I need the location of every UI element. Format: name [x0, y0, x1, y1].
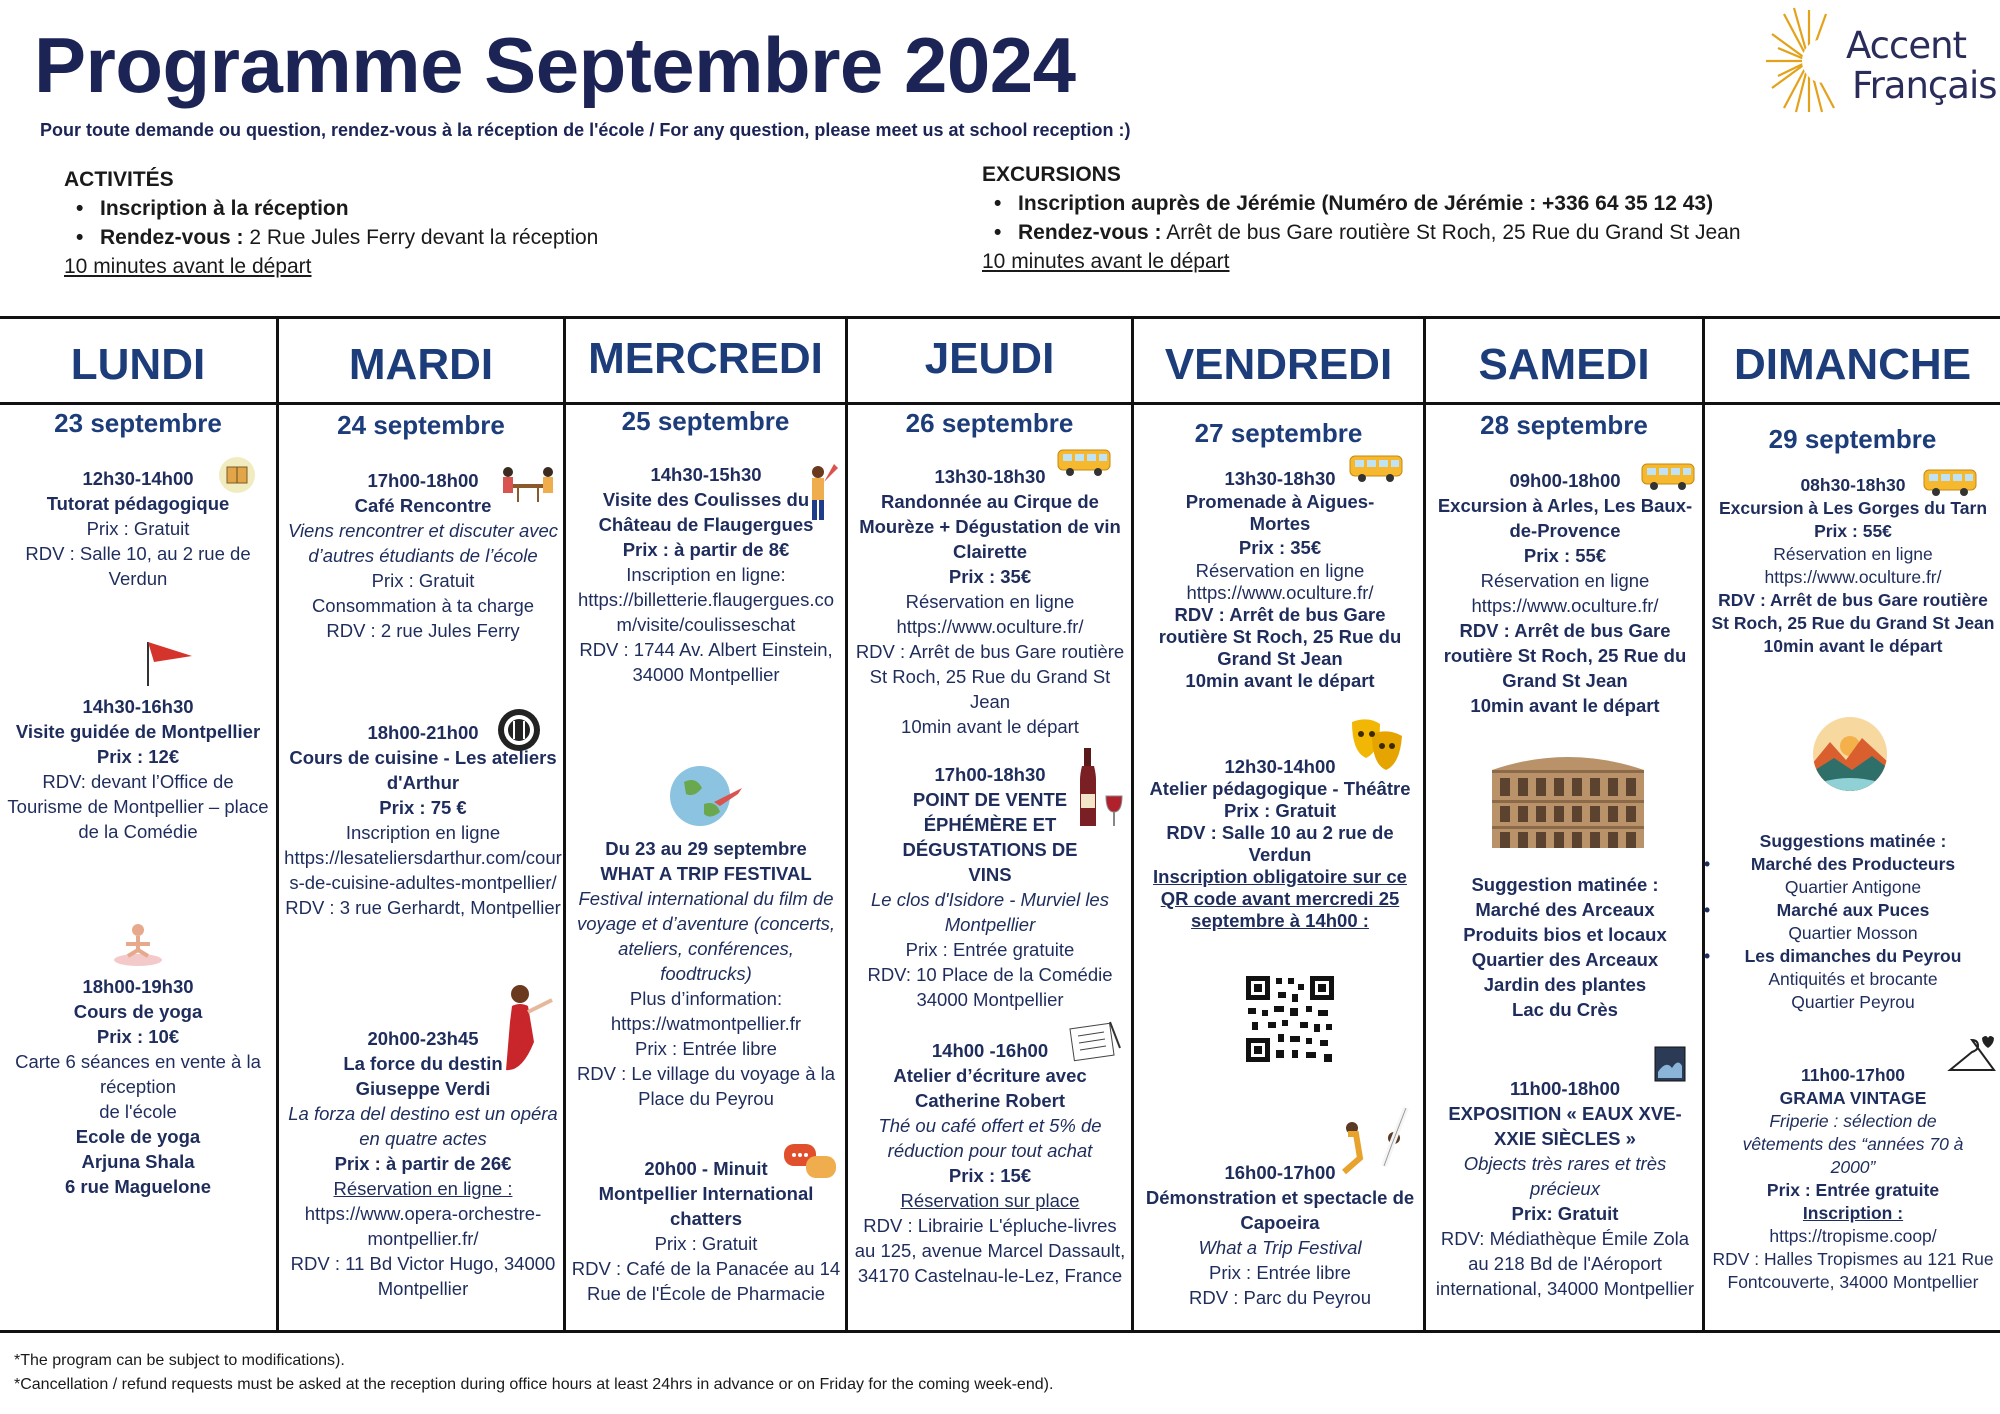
- event-title: Giuseppe Verdi: [355, 1078, 491, 1099]
- excursions-item: • Inscription auprès de Jérémie (Numéro de Jérémie : +336 64 35 12 43): [1018, 189, 1982, 218]
- table-bottom-border: [0, 1330, 2000, 1333]
- event-detail: Réservation en ligne: [1773, 544, 1933, 564]
- event-detail: Inscription obligatoire sur ce QR code avant mercredi 25 septembre à 14h00 :: [1153, 866, 1407, 931]
- day-header-lundi: LUNDI: [70, 340, 206, 389]
- event-detail: Quartier Antigone: [1784, 877, 1922, 897]
- event-title: Visite des Coulisses du Château de Flaugergues: [598, 489, 814, 535]
- event-rdv: RDV : Halles Tropismes au 121 Rue Fontcouverte, 34000 Montpellier: [1712, 1249, 1994, 1292]
- event-title: Promenade à Aigues-Mortes: [1185, 491, 1375, 534]
- event-title: GRAMA VINTAGE: [1779, 1088, 1927, 1108]
- event-title: Cours de cuisine - Les ateliers d'Arthur: [289, 747, 557, 793]
- event-desc: Viens rencontrer et discuter avec d’autres étudiants de l’école: [287, 520, 559, 566]
- day-header-jeudi: JEUDI: [924, 334, 1055, 383]
- day-header-mardi: MARDI: [348, 340, 494, 389]
- cafe-people-icon: [498, 460, 558, 504]
- date-mercredi: 25 septembre: [621, 406, 790, 436]
- event-vendredi-theatre: [1140, 756, 1420, 932]
- event-detail: Carte 6 séances en vente à la réception: [15, 1051, 261, 1097]
- event-time: 18h00-21h00: [367, 722, 479, 743]
- event-samedi-exposition: [1430, 1076, 1700, 1301]
- event-dimanche-tarn: [1708, 474, 1998, 658]
- column-divider: [1423, 318, 1426, 1332]
- event-detail: Marché des Arceaux: [1475, 899, 1655, 920]
- event-lundi-yoga: [4, 974, 272, 1199]
- event-title: EXPOSITION « EAUX XVE-XXIE SIÈCLES »: [1448, 1103, 1682, 1149]
- event-dimanche-suggestions: [1708, 830, 1998, 1014]
- event-detail: Réservation en ligne: [1195, 560, 1365, 581]
- event-detail: Inscription :: [1802, 1203, 1904, 1223]
- event-rdv: RDV : 2 rue Jules Ferry: [326, 620, 520, 641]
- event-title: Atelier pédagogique - Théâtre: [1149, 778, 1411, 799]
- excursions-item: • Rendez-vous : Arrêt de bus Gare routière St Roch, 25 Rue du Grand St Jean: [1018, 218, 1982, 247]
- event-time: 11h00-18h00: [1509, 1078, 1621, 1099]
- footer-note: *Cancellation / refund requests must be asked at the reception during office hours at least 24hrs in advance or on Friday for the coming week-end).: [14, 1376, 1054, 1393]
- yoga-icon: [112, 920, 164, 968]
- event-rdv: RDV : Salle 10, au 2 rue de Verdun: [25, 543, 251, 589]
- event-detail: 10min avant le départ: [1763, 636, 1943, 656]
- event-detail: Lac du Crès: [1512, 999, 1618, 1020]
- event-time: 13h30-18h30: [934, 466, 1046, 487]
- event-time: 14h30-16h30: [82, 696, 194, 717]
- event-rdv: RDV: Médiathèque Émile Zola au 218 Bd de l'Aéroport international, 34000 Montpellier: [1435, 1228, 1695, 1299]
- event-title: Café Rencontre: [354, 495, 492, 516]
- event-price: Prix : à partir de 8€: [622, 539, 790, 560]
- event-price: Prix : Entrée libre: [1209, 1262, 1351, 1283]
- event-detail: Réservation en ligne: [1480, 570, 1650, 591]
- event-time: 12h30-14h00: [82, 468, 194, 489]
- event-title: Visite guidée de Montpellier: [15, 721, 261, 742]
- event-detail: Ecole de yoga: [75, 1126, 201, 1147]
- event-title: Atelier d’écriture avec Catherine Robert: [893, 1065, 1087, 1111]
- event-vendredi-aigues-mortes: [1140, 466, 1420, 692]
- event-jeudi-vins: [852, 762, 1128, 1012]
- event-mardi-opera: [284, 1026, 562, 1301]
- event-detail: Consommation à ta charge: [311, 595, 535, 616]
- accent-francais-logo: [1764, 6, 1997, 116]
- event-time: 18h00-19h30: [82, 976, 194, 997]
- event-vendredi-capoeira: [1140, 1160, 1420, 1310]
- event-price: Prix : 35€: [948, 566, 1032, 587]
- event-desc: Le clos d'Isidore - Murviel les Montpellier: [871, 889, 1109, 935]
- event-price: Prix : 55€: [1814, 521, 1892, 541]
- event-url[interactable]: https://www.oculture.fr/: [896, 616, 1084, 637]
- event-title: Suggestions matinée :: [1759, 831, 1947, 851]
- event-desc: La forza del destino est un opéra en quatre actes: [288, 1103, 558, 1149]
- event-title: La force du destin: [343, 1053, 503, 1074]
- event-detail: 10min avant le départ: [901, 716, 1079, 737]
- event-price: Prix : Gratuit: [1223, 800, 1337, 821]
- column-divider: [1131, 318, 1134, 1332]
- event-rdv: RDV : Arrêt de bus Gare routière St Roch, 25 Rue du Grand St Jean: [1158, 604, 1402, 669]
- event-rdv: RDV : Arrêt de bus Gare routière St Roch, 25 Rue du Grand St Jean: [1711, 590, 1995, 633]
- event-price: Prix : Entrée libre: [635, 1038, 777, 1059]
- event-detail: Jardin des plantes: [1483, 974, 1647, 995]
- event-detail: 10min avant le départ: [1470, 695, 1660, 716]
- event-time: Du 23 au 29 septembre: [605, 838, 807, 859]
- event-price: Prix : 35€: [1238, 537, 1322, 558]
- event-detail: Réservation sur place: [900, 1190, 1080, 1211]
- event-url[interactable]: https://www.opera-orchestre-montpellier.fr/: [304, 1203, 542, 1249]
- event-dimanche-vintage: [1708, 1064, 1998, 1294]
- event-rdv: RDV : 1744 Av. Albert Einstein, 34000 Montpellier: [579, 639, 833, 685]
- qr-code[interactable]: [1244, 974, 1336, 1064]
- event-rdv: RDV : Le village du voyage à la Place du Peyrou: [576, 1063, 836, 1109]
- day-header-samedi: SAMEDI: [1478, 340, 1650, 389]
- event-detail: Arjuna Shala: [81, 1151, 195, 1172]
- event-url[interactable]: https://www.oculture.fr/: [1186, 582, 1374, 603]
- event-price: Prix : Gratuit: [371, 570, 475, 591]
- activites-heading: ACTIVITÉS: [64, 168, 174, 191]
- event-samedi-arles: [1430, 468, 1700, 718]
- event-title: Démonstration et spectacle de Capoeira: [1145, 1187, 1415, 1233]
- logo-line-2: Français: [1852, 64, 1997, 107]
- event-rdv: RDV: 10 Place de la Comédie 34000 Montpellier: [867, 964, 1113, 1010]
- date-samedi: 28 septembre: [1480, 410, 1648, 440]
- book-icon: [218, 456, 256, 494]
- list-item: • Marché des Producteurs: [1708, 853, 1998, 876]
- suggestions-list: [1708, 853, 1998, 876]
- event-detail: Réservation en ligne :: [333, 1178, 513, 1199]
- event-detail: Inscription en ligne: [345, 822, 501, 843]
- event-detail: Quartier des Arceaux: [1471, 949, 1659, 970]
- event-detail: Quartier Mosson: [1788, 923, 1918, 943]
- event-mercredi-flaugergues: [570, 462, 842, 687]
- event-time: 08h30-18h30: [1800, 475, 1906, 495]
- event-price: Prix : Gratuit: [654, 1233, 758, 1254]
- excursions-note: 10 minutes avant le départ: [982, 250, 1230, 273]
- event-detail: 6 rue Maguelone: [65, 1176, 211, 1197]
- column-divider: [276, 318, 279, 1332]
- activites-item: • Rendez-vous : 2 Rue Jules Ferry devant la réception: [100, 223, 964, 252]
- activites-item: • Inscription à la réception: [100, 194, 964, 223]
- event-url[interactable]: https://www.oculture.fr/: [1471, 595, 1659, 616]
- event-detail: Réservation en ligne: [905, 591, 1075, 612]
- day-header-mercredi: MERCREDI: [588, 334, 823, 383]
- event-jeudi-randonnee: [852, 464, 1128, 739]
- event-price: Prix : 55€: [1523, 545, 1607, 566]
- event-time: 20h00 - Minuit: [644, 1158, 768, 1179]
- event-detail: Produits bios et locaux: [1463, 924, 1667, 945]
- list-item: • Les dimanches du Peyrou: [1708, 945, 1998, 968]
- event-title: POINT DE VENTE ÉPHÉMÈRE ET DÉGUSTATIONS DE VINS: [902, 789, 1078, 885]
- event-time: 16h00-17h00: [1224, 1162, 1336, 1183]
- day-header-dimanche: DIMANCHE: [1733, 340, 1972, 389]
- event-price: Prix : 12€: [96, 746, 180, 767]
- event-rdv: RDV : Salle 10 au 2 rue de Verdun: [1166, 822, 1394, 865]
- sun-icon: [1764, 6, 1854, 116]
- table-header-border: [0, 402, 2000, 405]
- date-vendredi: 27 septembre: [1194, 418, 1363, 448]
- event-time: 13h30-18h30: [1224, 468, 1336, 489]
- event-price: Prix: Gratuit: [1511, 1203, 1619, 1224]
- event-url[interactable]: https://watmontpellier.fr: [610, 1013, 802, 1034]
- suggestions-list: [1708, 945, 1998, 968]
- event-rdv: RDV : Arrêt de bus Gare routière St Roch, 25 Rue du Grand St Jean: [855, 641, 1125, 712]
- activites-block: [64, 165, 964, 281]
- table-top-border: [0, 316, 2000, 319]
- event-title: Excursion à Les Gorges du Tarn: [1718, 498, 1988, 518]
- event-rdv: RDV : Arrêt de bus Gare routière St Roch, 25 Rue du Grand St Jean: [1443, 620, 1687, 691]
- event-desc: Thé ou café offert et 5% de réduction pour tout achat: [878, 1115, 1102, 1161]
- event-title: Tutorat pédagogique: [46, 493, 230, 514]
- event-detail: Antiquités et brocante Quartier Peyrou: [1768, 969, 1938, 1012]
- event-detail: Inscription en ligne:: [626, 564, 786, 585]
- event-title: Randonnée au Cirque de Mourèze + Dégustation de vin Clairette: [859, 491, 1121, 562]
- gorges-landscape-icon: [1812, 716, 1888, 792]
- event-mercredi-festival: [570, 836, 842, 1111]
- event-desc: Friperie : sélection de vêtements des “années 70 à 2000”: [1742, 1111, 1964, 1177]
- event-samedi-suggestion: [1430, 872, 1700, 1022]
- page-subtitle: Pour toute demande ou question, rendez-vous à la réception de l'école / For any question, please meet us at school reception :): [40, 120, 1131, 140]
- event-rdv: RDV : Café de la Panacée au 14 Rue de l'École de Pharmacie: [571, 1258, 841, 1304]
- event-title: Montpellier International chatters: [598, 1183, 814, 1229]
- event-url[interactable]: https://www.oculture.fr/: [1764, 567, 1942, 587]
- event-mercredi-chatters: [570, 1156, 842, 1306]
- event-title: Cours de yoga: [73, 1001, 203, 1022]
- event-desc: Festival international du film de voyage et d’aventure (concerts, ateliers, conférences, foodtrucks): [576, 888, 836, 984]
- list-item: • Marché aux Puces: [1708, 899, 1998, 922]
- event-desc: Objects très rares et très précieux: [1463, 1153, 1667, 1199]
- excursions-heading: EXCURSIONS: [982, 163, 1121, 186]
- day-header-vendredi: VENDREDI: [1164, 340, 1393, 389]
- event-mardi-cuisine: [284, 720, 562, 920]
- event-rdv: RDV : Librairie L'épluche-livres au 125, avenue Marcel Dassault, 34170 Castelnau-le-Lez, France: [854, 1215, 1126, 1286]
- event-time: 17h00-18h00: [367, 470, 479, 491]
- event-url[interactable]: https://billetterie.flaugergues.com/visite/coulisseschat: [577, 589, 835, 635]
- event-rdv: RDV: devant l’Office de Tourisme de Montpellier – place de la Comédie: [7, 771, 269, 842]
- event-price: Prix : à partir de 26€: [334, 1153, 512, 1174]
- event-rdv: RDV : 11 Bd Victor Hugo, 34000 Montpellier: [290, 1253, 556, 1299]
- suggestions-list: [1708, 899, 1998, 922]
- event-title: Suggestion matinée :: [1471, 874, 1659, 895]
- column-divider: [1702, 318, 1705, 1332]
- colosseum-icon: [1488, 744, 1648, 854]
- event-title: WHAT A TRIP FESTIVAL: [600, 863, 812, 884]
- event-price: Prix : Entrée gratuite: [1766, 1180, 1940, 1200]
- event-title: Excursion à Arles, Les Baux-de-Provence: [1437, 495, 1693, 541]
- event-detail: de l'école: [99, 1101, 177, 1122]
- event-url[interactable]: https://tropisme.coop/: [1769, 1226, 1937, 1246]
- flag-icon: [140, 636, 196, 688]
- activites-note: 10 minutes avant le départ: [64, 255, 312, 278]
- date-mardi: 24 septembre: [337, 410, 505, 440]
- footer-note: *The program can be subject to modifications).: [14, 1352, 345, 1369]
- logo-line-1: Accent: [1846, 24, 1967, 67]
- event-time: 17h00-18h30: [934, 764, 1046, 785]
- column-divider: [845, 318, 848, 1332]
- event-lundi-visite: [4, 694, 272, 844]
- event-jeudi-ecriture: [852, 1038, 1128, 1288]
- event-price: Prix : 75 €: [379, 797, 467, 818]
- globe-plane-icon: [664, 758, 744, 834]
- date-dimanche: 29 septembre: [1768, 424, 1937, 454]
- event-time: 14h00 -16h00: [931, 1040, 1049, 1061]
- event-price: Prix : Gratuit: [86, 518, 190, 539]
- event-rdv: RDV : 3 rue Gerhardt, Montpellier: [285, 897, 561, 918]
- event-time: 20h00-23h45: [367, 1028, 479, 1049]
- event-price: Prix : 15€: [948, 1165, 1032, 1186]
- event-url[interactable]: https://lesateliersdarthur.com/cours-de-cuisine-adultes-montpellier/: [284, 847, 562, 893]
- event-price: Prix : Entrée gratuite: [905, 939, 1075, 960]
- event-time: 12h30-14h00: [1224, 756, 1336, 777]
- event-time: 11h00-17h00: [1800, 1065, 1906, 1085]
- page-title: Programme Septembre 2024: [34, 21, 1076, 109]
- event-desc: What a Trip Festival: [1198, 1237, 1362, 1258]
- event-time: 09h00-18h00: [1509, 470, 1621, 491]
- date-lundi: 23 septembre: [54, 408, 222, 438]
- excursions-block: [982, 160, 1982, 276]
- date-jeudi: 26 septembre: [905, 408, 1074, 438]
- event-time: 14h30-15h30: [650, 464, 762, 485]
- event-price: Prix : 10€: [96, 1026, 180, 1047]
- event-detail: 10min avant le départ: [1185, 670, 1375, 691]
- column-divider: [563, 318, 566, 1332]
- event-detail: Plus d’information:: [629, 988, 783, 1009]
- event-rdv: RDV : Parc du Peyrou: [1189, 1287, 1371, 1308]
